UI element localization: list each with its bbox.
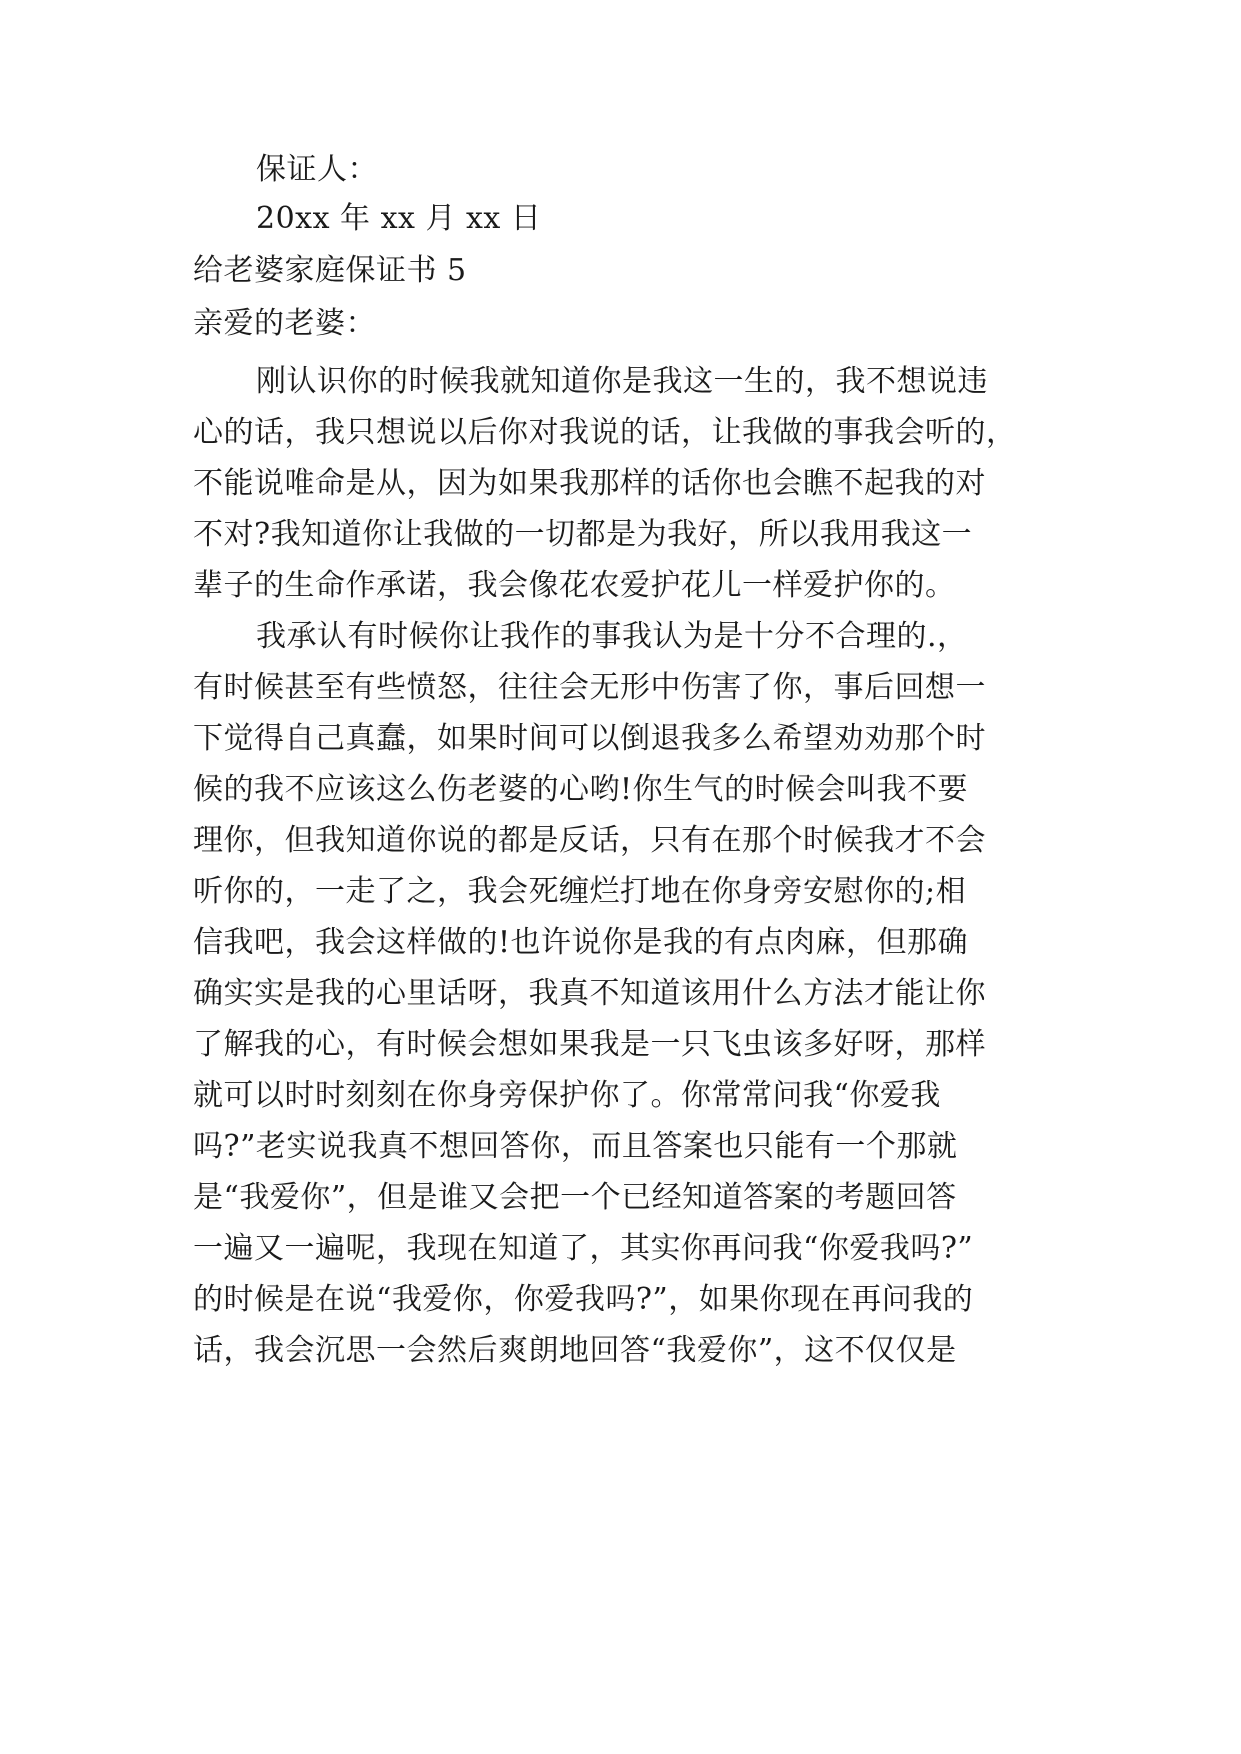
paragraph-line: 心的话，我只想说以后你对我说的话，让我做的事我会听的，: [193, 415, 1017, 450]
paragraph-line: 不能说唯命是从，因为如果我那样的话你也会瞧不起我的对: [193, 466, 986, 501]
paragraph-line: 信我吧，我会这样做的!也许说你是我的有点肉麻，但那确: [193, 925, 969, 960]
paragraph-line: 一遍又一遍呢，我现在知道了，其实你再问我“你爱我吗?”: [193, 1231, 974, 1266]
paragraph-line: 辈子的生命作承诺，我会像花农爱护花儿一样爱护你的。: [193, 568, 956, 603]
paragraph-line: 候的我不应该这么伤老婆的心哟!你生气的时候会叫我不要: [193, 772, 969, 807]
letter-title: 给老婆家庭保证书 5: [193, 253, 467, 288]
paragraph-line: 吗?”老实说我真不想回答你，而且答案也只能有一个那就: [193, 1129, 958, 1164]
paragraph-line: 刚认识你的时候我就知道你是我这一生的，我不想说违: [256, 364, 988, 399]
paragraph-line: 的时候是在说“我爱你，你爱我吗?”，如果你现在再问我的: [193, 1282, 974, 1317]
paragraph-line: 确实实是我的心里话呀，我真不知道该用什么方法才能让你: [193, 976, 986, 1011]
paragraph-line: 就可以时时刻刻在你身旁保护你了。你常常问我“你爱我: [193, 1078, 941, 1113]
paragraph-line: 了解我的心，有时候会想如果我是一只飞虫该多好呀，那样: [193, 1027, 986, 1062]
paragraph-line: 话，我会沉思一会然后爽朗地回答“我爱你”，这不仅仅是: [193, 1333, 957, 1368]
signature-date: 20xx 年 xx 月 xx 日: [256, 201, 542, 236]
paragraph-line: 我承认有时候你让我作的事我认为是十分不合理的.，: [256, 619, 968, 654]
paragraph-line: 是“我爱你”，但是谁又会把一个已经知道答案的考题回答: [193, 1180, 957, 1215]
salutation: 亲爱的老婆：: [193, 306, 376, 341]
paragraph-line: 理你，但我知道你说的都是反话，只有在那个时候我才不会: [193, 823, 986, 858]
paragraph-line: 听你的，一走了之，我会死缠烂打地在你身旁安慰你的;相: [193, 874, 967, 909]
paragraph-line: 不对?我知道你让我做的一切都是为我好，所以我用我这一: [193, 517, 973, 552]
paragraph-line: 有时候甚至有些愤怒，往往会无形中伤害了你，事后回想一: [193, 670, 986, 705]
paragraph-line: 下觉得自己真蠢，如果时间可以倒退我多么希望劝劝那个时: [193, 721, 986, 756]
guarantor-label: 保证人：: [256, 152, 378, 187]
